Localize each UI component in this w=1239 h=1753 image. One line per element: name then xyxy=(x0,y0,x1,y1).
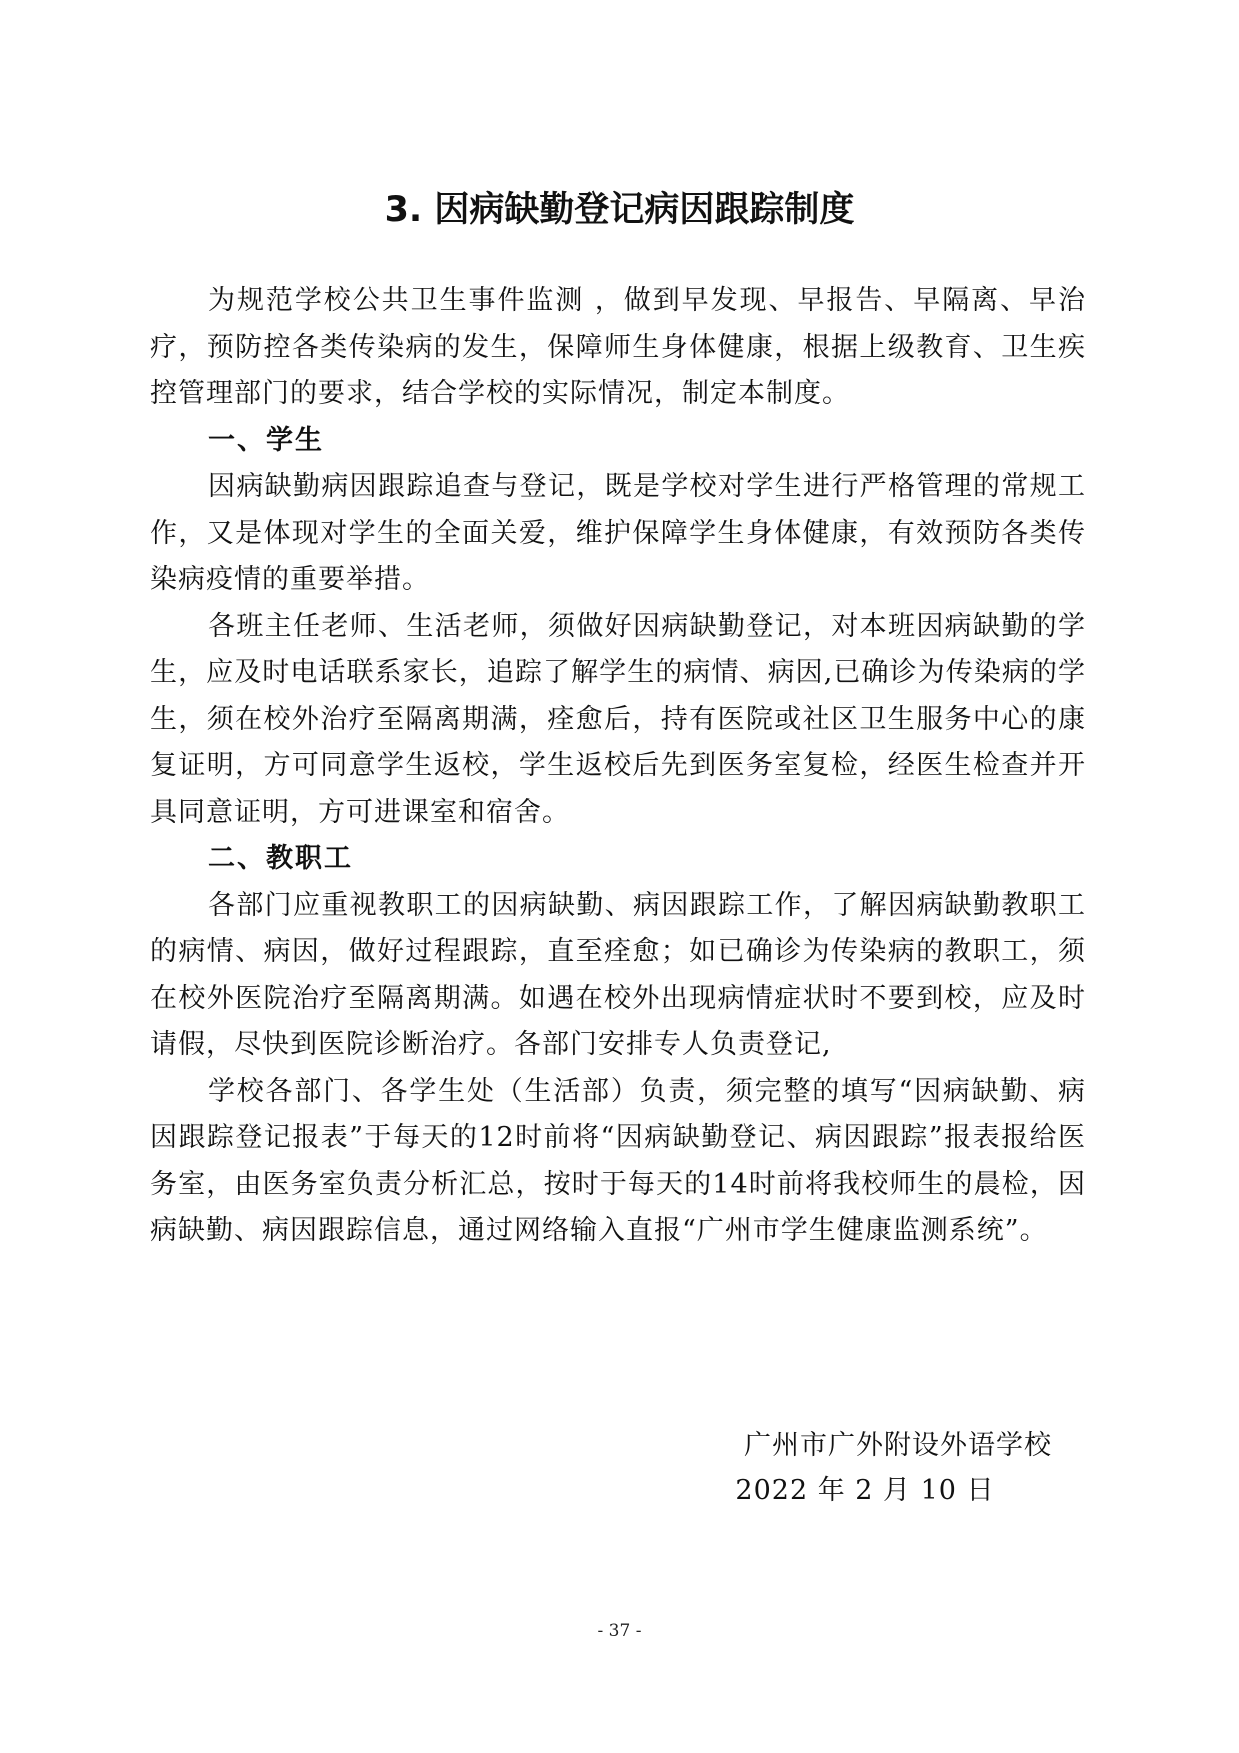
staff-paragraph-2: 学校各部门、各学生处（生活部）负责，须完整的填写“因病缺勤、病因跟踪登记报表”于每天的12时前将“因病缺勤登记、病因跟踪”报表报给医务室，由医务室负责分析汇总，按时于每天的14时前将我校师生的晨检，因病缺勤、病因跟踪信息，通过网络输入直报“广州市学生健康监测系统”。 xyxy=(150,1075,1086,1246)
signature-block xyxy=(600,1423,1060,1513)
section-heading-staff: 二、教职工 xyxy=(208,843,353,874)
document-title: 3. 因病缺勤登记病因跟踪制度 xyxy=(384,190,855,230)
document-body xyxy=(150,278,1086,1255)
students-paragraph-2: 各班主任老师、生活老师，须做好因病缺勤登记，对本班因病缺勤的学生，应及时电话联系家长，追踪了解学生的病情、病因,已确诊为传染病的学生，须在校外治疗至隔离期满，痊愈后，持有医院或社区卫生服务中心的康复证明，方可同意学生返校，学生返校后先到医务室复检，经医生检查并开具同意证明，方可进课室和宿舍。 xyxy=(150,610,1086,828)
section-heading-students: 一、学生 xyxy=(208,424,324,456)
signature-school: 广州市广外附设外语学校 xyxy=(744,1430,1052,1461)
signature-date: 2022 年 2 月 10 日 xyxy=(735,1475,995,1506)
staff-paragraph-1: 各部门应重视教职工的因病缺勤、病因跟踪工作，了解因病缺勤教职工的病情、病因，做好过程跟踪，直至痊愈；如已确诊为传染病的教职工，须在校外医院治疗至隔离期满。如遇在校外出现病情症状时不要到校，应及时请假，尽快到医院诊断治疗。各部门安排专人负责登记, xyxy=(150,889,1086,1060)
intro-paragraph: 为规范学校公共卫生事件监测 ，做到早发现、早报告、早隔离、早治疗，预防控各类传染病的发生，保障师生身体健康，根据上级教育、卫生疾控管理部门的要求，结合学校的实际情况，制定本制度。 xyxy=(150,285,1086,409)
page-number: - 37 - xyxy=(597,1621,642,1641)
students-paragraph-1: 因病缺勤病因跟踪追查与登记，既是学校对学生进行严格管理的常规工作，又是体现对学生的全面关爱，维护保障学生身体健康，有效预防各类传染病疫情的重要举措。 xyxy=(150,471,1086,595)
